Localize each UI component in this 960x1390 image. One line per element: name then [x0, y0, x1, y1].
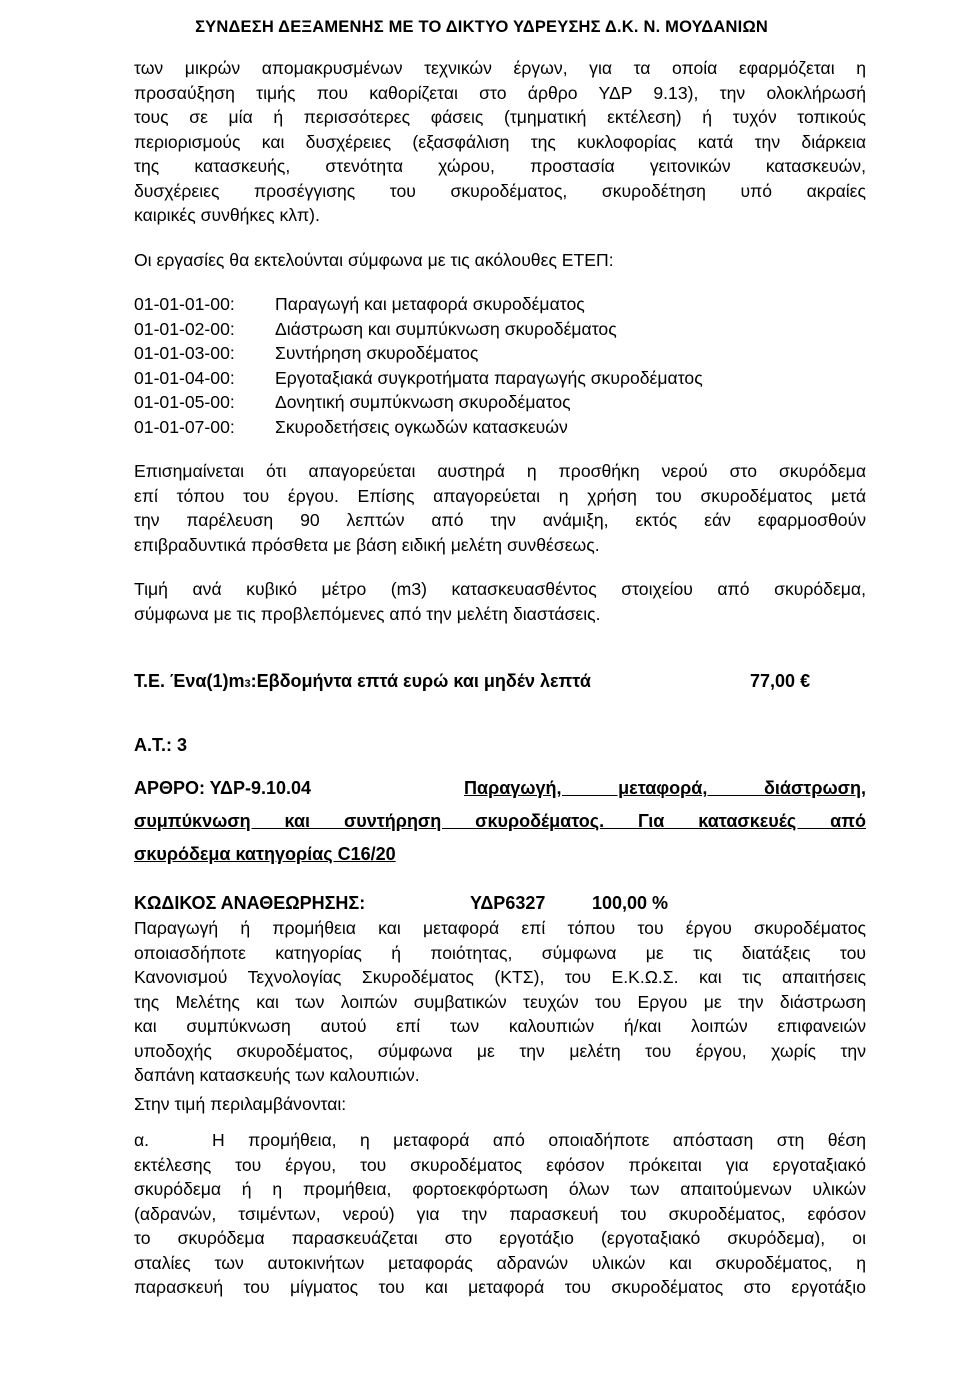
etep-item: [134, 415, 866, 440]
text-line: προσαύξηση τιμής που καθορίζεται στο άρθρο ΥΔΡ 9.13), την ολοκλήρωσή: [134, 82, 866, 103]
unit-price-line: [134, 671, 866, 692]
paragraph-description: [134, 916, 866, 1088]
etep-code: 01-01-05-00:: [134, 392, 235, 412]
text-line: της Μελέτης και των λοιπών συμβατικών τευχών του Εργου με την διάστρωση: [134, 991, 866, 1012]
etep-item: [134, 317, 866, 342]
euro-icon: €: [800, 671, 811, 691]
text-line: επί τόπου του έργου. Επίσης απαγορεύεται η χρήση του σκυροδέματος μετά: [134, 485, 866, 506]
etep-intro: Οι εργασίες θα εκτελούνται σύμφωνα με τις ακόλουθες ΕΤΕΠ:: [134, 249, 614, 270]
unit-price-value: 77,00 €: [750, 671, 811, 691]
etep-desc: Εργοταξιακά συγκροτήματα παραγωγής σκυροδέματος: [275, 367, 703, 388]
article-title-line: συμπύκνωση και συντήρηση σκυροδέματος. Για κατασκευές από: [134, 811, 866, 831]
etep-desc: Διάστρωση και συμπύκνωση σκυροδέματος: [275, 318, 617, 339]
text-line: δαπάνη κατασκευής των καλουπιών.: [134, 1065, 420, 1085]
page-header: ΣΥΝΔΕΣΗ ΔΕΞΑΜΕΝΗΣ ΜΕ ΤΟ ΔΙΚΤΥΟ ΥΔΡΕΥΣΗΣ Δ.Κ. Ν. ΜΟΥΔΑΝΙΩΝ: [195, 18, 768, 36]
etep-item: [134, 390, 866, 415]
revision-code: ΥΔΡ6327: [470, 893, 546, 913]
etep-desc: Σκυροδετήσεις ογκωδών κατασκευών: [275, 416, 568, 437]
text-line: δυσχέρειες προσέγγισης του σκυροδέματος, σκυροδέτηση υπό ακραίες: [134, 180, 866, 201]
etep-code: 01-01-07-00:: [134, 416, 235, 437]
document-body: [134, 56, 866, 1300]
article-title-line: Παραγωγή, μεταφορά, διάστρωση,: [464, 778, 866, 798]
paragraph-scope: [134, 56, 866, 228]
text-line: των μικρών απομακρυσμένων τεχνικών έργων, για τα οποία εφαρμόζεται η: [134, 58, 866, 78]
includes-heading: Στην τιμή περιλαμβάνονται:: [134, 1093, 347, 1114]
article-title-line: σκυρόδεμα κατηγορίας C16/20: [134, 844, 396, 864]
text-line: τους σε μία ή περισσότερες φάσεις (τμηματική εκτέλεση) ή τυχόν τοπικούς: [134, 107, 866, 127]
etep-item: [134, 292, 866, 317]
unit-price-prefix: Τ.Ε. Ένα(1)m: [134, 671, 245, 691]
list-marker: α.: [134, 1130, 150, 1150]
unit-price-text: :Εβδομήντα επτά ευρώ και μηδέν λεπτά: [250, 671, 591, 691]
list-item-first-line: Η προμήθεια, η μεταφορά από οποιαδήποτε απόσταση στη θέση: [212, 1130, 866, 1150]
text-line: Παραγωγή ή προμήθεια και μεταφορά επί τόπου του έργου σκυροδέματος: [134, 918, 866, 938]
text-line: υποδοχής σκυροδέματος, σύμφωνα με την μελέτη του έργου, χωρίς την: [134, 1040, 866, 1061]
article-title: [134, 776, 866, 866]
text-line: καιρικές συνθήκες κλπ).: [134, 205, 320, 225]
paragraph-unit-price: [134, 577, 866, 626]
text-line: και συμπύκνωση αυτού επί των καλουπιών ή/και λοιπών επιφανειών: [134, 1016, 866, 1036]
text-line: της κατασκευής, στενότητα χώρου, προστασία γειτονικών κατασκευών,: [134, 156, 866, 176]
text-line: Τιμή ανά κυβικό μέτρο (m3) κατασκευασθέντος στοιχείου από σκυρόδεμα,: [134, 579, 866, 599]
text-line: παρασκευή του μίγματος του και μεταφορά του σκυροδέματος στο εργοτάξιο: [134, 1277, 866, 1297]
text-line: το σκυρόδεμα παρασκευάζεται στο εργοτάξιο (εργοταξιακό σκυρόδεμα), οι: [134, 1228, 866, 1248]
text-line: [134, 1128, 866, 1153]
text-line: περιορισμούς και δυσχέρειες (εξασφάλιση της κυκλοφορίας κατά την διάρκεια: [134, 131, 866, 152]
text-line: οποιασδήποτε κατηγορίας ή ποιότητας, σύμφωνα με τις διατάξεις του: [134, 942, 866, 963]
text-line: την παρέλευση 90 λεπτών από την ανάμιξη, εκτός εάν εφαρμοσθούν: [134, 510, 866, 530]
etep-item: [134, 341, 866, 366]
revision-percent: 100,00 %: [592, 893, 669, 913]
unit-price-sup: 3: [244, 678, 251, 690]
text-line: (αδρανών, τσιμέντων, νερού) για την παρασκευή του σκυροδέματος, εφόσον: [134, 1203, 866, 1224]
paragraph-water-warning: [134, 459, 866, 557]
etep-code: 01-01-02-00:: [134, 318, 235, 339]
etep-desc: Συντήρηση σκυροδέματος: [275, 343, 479, 363]
revision-code-label: ΚΩΔΙΚΟΣ ΑΝΑΘΕΩΡΗΣΗΣ:: [134, 893, 366, 913]
text-line: σκυρόδεμα ή η προμήθεια, φορτοεκφόρτωση όλων των απαιτούμενων υλικών: [134, 1179, 866, 1199]
at-number: Α.Τ.: 3: [134, 735, 188, 755]
list-item-a: [134, 1128, 866, 1300]
text-line: εκτέλεσης του έργου, του σκυροδέματος εφόσον πρόκειται για εργοταξιακό: [134, 1154, 866, 1175]
etep-code: 01-01-01-00:: [134, 294, 235, 314]
etep-item: [134, 366, 866, 391]
etep-desc: Δονητική συμπύκνωση σκυροδέματος: [275, 392, 571, 412]
article-code: ΑΡΘΡΟ: ΥΔΡ-9.10.04: [134, 778, 312, 798]
etep-code: 01-01-03-00:: [134, 343, 235, 363]
text-line: Επισημαίνεται ότι απαγορεύεται αυστηρά η προσθήκη νερού στο σκυρόδεμα: [134, 461, 866, 481]
text-line: Κανονισμού Τεχνολογίας Σκυροδέματος (ΚΤΣ), του Ε.Κ.Ω.Σ. και τις απαιτήσεις: [134, 967, 866, 987]
etep-code: 01-01-04-00:: [134, 367, 235, 388]
text-line: σταλίες των αυτοκινήτων μεταφοράς αδρανών υλικών και σκυροδέματος, η: [134, 1252, 866, 1273]
text-line: σύμφωνα με τις προβλεπόμενες από την μελέτη διαστάσεις.: [134, 603, 601, 624]
etep-list: [134, 292, 866, 439]
etep-desc: Παραγωγή και μεταφορά σκυροδέματος: [275, 294, 585, 314]
text-line: επιβραδυντικά πρόσθετα με βάση ειδική μελέτη συνθέσεως.: [134, 534, 600, 555]
revision-code-line: [134, 893, 866, 914]
